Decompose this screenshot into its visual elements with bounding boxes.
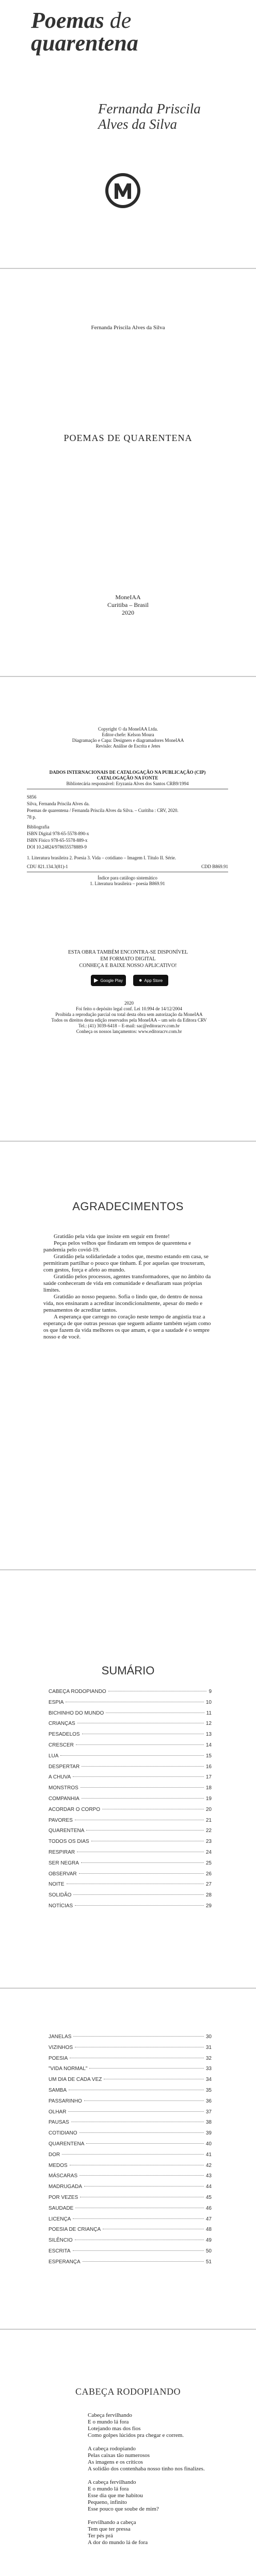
summary-entry-page: 37 — [205, 2109, 212, 2115]
summary-entry[interactable] — [49, 1871, 212, 1882]
ack-paragraph: A esperança que carrego no coração neste tempo de angústia traz a esperança de que outras pessoas que seguem adiante também sejam como os que fazem da vida melhores os que amam, e que a saudade é o sempre nosso e de você. — [43, 1314, 211, 1340]
summary-entry-page: 51 — [205, 2259, 212, 2265]
summary-entry-title: MÁSCARAS — [49, 2173, 78, 2179]
poem-stanza — [88, 2519, 222, 2546]
summary-entry-title: VIZINHOS — [49, 2044, 73, 2050]
cip-classification — [27, 864, 228, 870]
summary-entry-page: 25 — [205, 1860, 212, 1866]
summary-entry[interactable] — [49, 1882, 212, 1892]
summary-entry-page: 23 — [205, 1839, 212, 1845]
summary-entry-page: 50 — [205, 2248, 212, 2254]
dot-leader — [81, 1862, 204, 1863]
dot-leader — [73, 1776, 204, 1777]
promo-line: EM FORMATO DIGITAL — [100, 956, 156, 962]
summary-entry-title: OLHAR — [49, 2109, 67, 2115]
poem-line: Ter pés prá — [88, 2533, 113, 2539]
app-store-button[interactable] — [133, 975, 168, 986]
dot-leader — [82, 1766, 204, 1767]
rights-line: Foi feito o depósito legal conf. Lei 10.994 de 14/12/2004 — [76, 1006, 182, 1011]
summary-entry-title: TODOS OS DIAS — [49, 1839, 89, 1845]
summary-entry-page: 21 — [205, 1817, 212, 1823]
poem-line: Pelas caixas tão numerosos — [88, 2452, 150, 2459]
summary-entry-title: POR VEZES — [49, 2194, 78, 2200]
poem-stanza — [88, 2412, 222, 2439]
summary-entry-page: 32 — [205, 2055, 212, 2061]
summary-entry-title: SER NEGRA — [49, 1860, 79, 1866]
dot-leader — [60, 1755, 203, 1756]
summary-entry-title: POESIA — [49, 2055, 68, 2061]
poem-line: A cabeça fervilhando — [88, 2479, 136, 2485]
poem-line: Fervilhando a cabeça — [88, 2519, 136, 2526]
summary-entry[interactable] — [49, 1732, 212, 1742]
summary-entry-page: 41 — [205, 2151, 212, 2158]
author-line-1: Fernanda Priscila — [98, 101, 201, 116]
summary-entry[interactable] — [49, 1774, 212, 1785]
summary-entry[interactable] — [49, 1850, 212, 1860]
google-play-button[interactable] — [91, 975, 126, 986]
ack-paragraph: Gratidão pela vida que insiste em seguir em frente! — [54, 1233, 170, 1240]
dot-leader — [83, 2261, 204, 2262]
poem-line: As imagens e os críticos — [88, 2459, 143, 2465]
summary-entry-page: 27 — [205, 1882, 212, 1888]
summary-entry[interactable] — [49, 2163, 212, 2174]
poem-line: Esse pouco que soube de mim? — [88, 2506, 159, 2512]
google-play-label: Google Play — [100, 978, 123, 983]
half-title-title: POEMAS DE QUARENTENA — [63, 433, 193, 443]
summary-entry-page: 9 — [209, 1689, 212, 1694]
dot-leader — [73, 1894, 203, 1895]
summary-entry[interactable] — [49, 2077, 212, 2088]
summary-entry-title: CABEÇA RODOPIANDO — [49, 1689, 106, 1694]
summary-entry-title: CRESCER — [49, 1742, 74, 1748]
summary-entry-page: 29 — [205, 1903, 212, 1909]
summary-page — [0, 1570, 256, 1988]
poem-line: A solidão dos contenhaba nosso tinho nos finalizes. — [88, 2466, 205, 2472]
dot-leader — [82, 1798, 204, 1799]
cip-subheader: CATALOGAÇÃO NA FONTE — [97, 775, 158, 781]
summary-entry-page: 15 — [205, 1753, 212, 1759]
summary-entry-page: 31 — [205, 2044, 212, 2050]
summary-entry-title: SILÊNCIO — [49, 2238, 73, 2244]
poem-line: Como golpes lúcidos pra chegar e correm. — [88, 2432, 184, 2438]
summary-entry-page: 19 — [205, 1795, 212, 1802]
poem-line: A cabeça rodopiando — [88, 2446, 136, 2452]
summary-entry-title: PAUSAS — [49, 2120, 69, 2126]
rights-line: Tel.: (41) 3039-6418 – E-mail: sac@editoracrv.com.br — [78, 1023, 180, 1028]
summary-entry-page: 24 — [205, 1849, 212, 1855]
title-word-poemas: Poemas — [31, 8, 104, 33]
summary-entry[interactable] — [49, 1839, 212, 1850]
dot-leader — [73, 2218, 204, 2219]
ack-paragraph: Peças pelos velhos que findaram em tempos de quarentena e pandemia pelo covid-19. — [43, 1240, 191, 1253]
summary-entry[interactable] — [49, 2227, 212, 2238]
promo-line: ESTA OBRA TAMBÉM ENCONTRA-SE DISPONÍVEL — [68, 950, 188, 955]
cover-page — [0, 0, 256, 268]
cip-librarian: Bibliotecária responsável: Eryzania Alves dos Santos CRB9/1994 — [66, 781, 189, 786]
summary-entry[interactable] — [49, 2130, 212, 2141]
summary-entry-page: 11 — [206, 1710, 212, 1716]
summary-entry-title: SOLIDÃO — [49, 1892, 72, 1899]
app-store-label: App Store — [144, 978, 163, 983]
summary-entry-title: LUA — [49, 1753, 59, 1759]
cip-line: 1. Literatura brasileira 2. Poesia 3. Vida – cotidiano – Imagem I. Título II. Série. — [27, 855, 177, 860]
summary-entry-page: 18 — [205, 1785, 212, 1791]
cip-index-title: Índice para catálogo sistemático — [98, 875, 157, 880]
poem-line: Lotejando mas dos fios — [88, 2426, 141, 2432]
publisher-monogram-icon — [103, 171, 142, 210]
summary-entry-title: ESCRITA — [49, 2248, 71, 2254]
dot-leader — [79, 1873, 204, 1874]
credit-line: Diagramação e Capa: Designers e diagramadores MoneIAA — [72, 738, 184, 743]
summary-entry-title: QUARENTENA — [49, 2141, 85, 2147]
summary-entry[interactable] — [49, 2141, 212, 2152]
summary-entry-title: DOR — [49, 2151, 60, 2158]
poem-page — [0, 2330, 256, 2576]
summary-entry[interactable] — [49, 2206, 212, 2216]
summary-entry[interactable] — [49, 1828, 212, 1839]
summary-list — [49, 1689, 212, 1914]
rights-line: Conheça os nossos lançamentos: www.editoracrv.com.br — [76, 1029, 182, 1034]
summary-entry-title: ACORDAR O CORPO — [49, 1806, 101, 1812]
poem-line: E o mundo lá fora — [88, 2419, 129, 2425]
credit-line: Revisão: Análise de Escrita e Jetes — [95, 743, 161, 749]
rights-notice — [31, 1001, 227, 1035]
summary-entry[interactable] — [49, 2173, 212, 2184]
summary-entry-title: "VIDA NORMAL" — [49, 2066, 88, 2072]
summary-entry-page: 38 — [205, 2120, 212, 2126]
cip-record — [27, 770, 228, 887]
summary-entry[interactable] — [49, 1785, 212, 1796]
summary-entry-title: LICENÇA — [49, 2216, 71, 2222]
acknowledgements-page — [0, 1142, 256, 1569]
poem-line: Cabeça fervilhando — [88, 2412, 132, 2418]
digital-edition-promo — [0, 949, 256, 969]
summary-entry-page: 44 — [205, 2184, 212, 2190]
summary-entry-page: 30 — [205, 2034, 212, 2040]
summary-entry[interactable] — [49, 1764, 212, 1775]
summary-entry-page: 13 — [205, 1732, 212, 1738]
ack-paragraph: Gratidão ao nosso pequeno. Sofia o lindo que, do dentro de nossa vida, nos ensinaram a acreditar incondicionalmente, apesar do medo e pensamentos de acreditar tantos. — [43, 1294, 203, 1313]
dot-leader — [86, 2143, 203, 2144]
promo-line: CONHEÇA E BAIXE NOSSO APLICATIVO! — [79, 963, 177, 969]
summary-entry-title: BICHINHO DO MUNDO — [49, 1710, 104, 1716]
cip-line: Bibliografia — [27, 824, 50, 829]
summary-entry-page: 36 — [205, 2098, 212, 2104]
summary-entry[interactable] — [49, 1860, 212, 1871]
poem-line: Tem que ter pressa — [88, 2526, 131, 2532]
cip-header: DADOS INTERNACIONAIS DE CATALOGAÇÃO NA PUBLICAÇÃO (CIP) — [49, 770, 206, 775]
dot-leader — [68, 2111, 203, 2112]
summary-entry-page: 28 — [205, 1892, 212, 1899]
summary-entry-page: 34 — [205, 2077, 212, 2083]
poem-line: Esse dia que me habitou — [88, 2493, 143, 2499]
dot-leader — [84, 2186, 204, 2187]
summary-entry[interactable] — [49, 1818, 212, 1828]
summary-entry-page: 43 — [205, 2173, 212, 2179]
publisher-block — [0, 594, 256, 617]
cip-index — [27, 875, 228, 887]
summary-entry-title: COTIDIANO — [49, 2130, 77, 2137]
dot-leader — [79, 2175, 204, 2176]
poem-body — [88, 2412, 222, 2553]
cip-line: Silva, Fernanda Priscila Alves da. — [27, 801, 90, 806]
half-title-author: Fernanda Priscila Alves da Silva — [91, 325, 165, 331]
title-word-quarentena: quarentena — [31, 30, 138, 56]
dot-leader — [89, 2068, 203, 2069]
poem-line: Pequeno, infinito — [88, 2499, 127, 2505]
summary-entry-title: OBSERVAR — [49, 1871, 77, 1877]
summary-entry-title: SAUDADE — [49, 2205, 74, 2211]
rights-line: Proibida a reprodução parcial ou total desta obra sem autorização da MoneIAA — [55, 1012, 203, 1017]
cip-index-entry: 1. Literatura brasileira – poesia B869.91 — [90, 881, 165, 886]
summary-entry[interactable] — [49, 2120, 212, 2130]
cip-line: ISBN Digital 978-65-5578-890-x — [27, 831, 89, 836]
summary-entry[interactable] — [49, 2248, 212, 2259]
publisher-name: MoneIAA — [115, 594, 141, 601]
summary-entry-title: QUARENTENA — [49, 1828, 85, 1834]
summary-entry[interactable] — [49, 2216, 212, 2227]
summary-entry[interactable] — [49, 1689, 212, 1700]
summary-entry-title: PASSARINHO — [49, 2098, 82, 2104]
summary-entry[interactable] — [49, 1903, 212, 1914]
dot-leader — [76, 1744, 204, 1745]
summary-entry[interactable] — [49, 2259, 212, 2270]
cip-line: Poemas de quarentena / Fernanda Priscila Alves da Silva. – Curitiba : CRV, 2020. — [27, 808, 179, 813]
summary-entry[interactable] — [49, 1710, 212, 1721]
cip-line: DOI 10.24824/978655578889-9 — [27, 844, 87, 850]
editorial-credits — [0, 726, 256, 749]
cip-line: S856 — [27, 794, 37, 800]
summary-entry-page: 39 — [205, 2130, 212, 2137]
summary-entry-title: RESPIRAR — [49, 1849, 75, 1855]
poem-stanza — [88, 2446, 222, 2472]
summary-entry-page: 42 — [205, 2162, 212, 2168]
summary-entry[interactable] — [49, 1807, 212, 1818]
summary-entry[interactable] — [49, 2152, 212, 2163]
summary-entry[interactable] — [49, 2088, 212, 2098]
book-title — [31, 9, 237, 55]
apple-icon: ● — [138, 977, 142, 984]
summary-entry-title: PAVORES — [49, 1817, 73, 1823]
summary-entry[interactable] — [49, 2034, 212, 2045]
summary-entry-page: 14 — [205, 1742, 212, 1748]
summary-entry-title: MEDOS — [49, 2162, 68, 2168]
dot-leader — [62, 2154, 204, 2155]
rights-line: Todos os direitos desta edição reservados pela MoneIAA – um selo da Editora CRV — [51, 1018, 207, 1023]
cip-line: ISBN Físico 978-65-5578-889-x — [27, 838, 88, 843]
title-word-de: de — [104, 8, 132, 33]
summary-entry[interactable] — [49, 1753, 212, 1764]
summary-entry-title: NOITE — [49, 1882, 65, 1888]
credit-line: Copyright © da MoneIAA Ltda. — [98, 726, 158, 732]
publisher-city: Curitiba – Brasil — [107, 601, 149, 608]
summary-entry-page: 10 — [205, 1699, 212, 1705]
summary-list-continued — [49, 2034, 212, 2270]
summary-entry[interactable] — [49, 2056, 212, 2066]
summary-entry-title: ESPIA — [49, 1699, 64, 1705]
summary-entry[interactable] — [49, 2238, 212, 2248]
summary-entry-page: 40 — [205, 2141, 212, 2147]
ack-paragraph: Gratidão pela solidariedade a todos que, mesmo estando em casa, se permitiram partilhar o pouco que tinham. É por aquelas que trouxeram, com gestos, força e afeto ao mundo. — [43, 1253, 209, 1273]
summary-entry-page: 20 — [205, 1806, 212, 1812]
summary-entry-page: 35 — [205, 2087, 212, 2093]
summary-entry[interactable] — [49, 2109, 212, 2120]
credits-page — [0, 677, 256, 1141]
summary-entry[interactable] — [49, 1721, 212, 1732]
summary-entry[interactable] — [49, 2184, 212, 2195]
author-line-2: Alves da Silva — [98, 116, 177, 132]
summary-entry[interactable] — [49, 2195, 212, 2206]
summary-entry[interactable] — [49, 1796, 212, 1807]
summary-entry-page: 48 — [205, 2227, 212, 2233]
summary-entry[interactable] — [49, 1892, 212, 1903]
poem-stanza — [88, 2479, 222, 2513]
ack-paragraph: Gratidão pelos processos, agentes transformadores, que no âmbito da saúde conheceram de vida em comunidade e desafiaram suas próprias limites. — [43, 1274, 211, 1293]
summary-entry-title: MADRUGADA — [49, 2184, 83, 2190]
dot-leader — [73, 2036, 203, 2037]
summary-entry[interactable] — [49, 1700, 212, 1710]
dot-leader — [73, 2250, 204, 2251]
summary-entry[interactable] — [49, 2045, 212, 2056]
summary-entry-page: 33 — [205, 2066, 212, 2072]
summary-entry-title: PESADELOS — [49, 1732, 80, 1738]
summary-entry-page: 47 — [205, 2216, 212, 2222]
summary-entry-page: 26 — [205, 1871, 212, 1877]
poem-line: A dor do mundo lá de fora — [88, 2539, 148, 2546]
dot-leader — [81, 1787, 204, 1788]
summary-entry-title: JANELAS — [49, 2034, 72, 2040]
summary-entry-title: SAMBA — [49, 2087, 67, 2093]
acknowledgements-title: AGRADECIMENTOS — [72, 1200, 184, 1213]
summary-entry-title: POESIA DE CRIANÇA — [49, 2227, 101, 2233]
dot-leader — [86, 1830, 203, 1831]
half-title-page — [0, 269, 256, 676]
cip-cdd: CDD B869.91 — [201, 864, 228, 869]
cip-cdu: CDU 821.134.3(81)-1 — [27, 864, 68, 869]
summary-entry[interactable] — [49, 2098, 212, 2109]
poem-title: CABEÇA RODOPIANDO — [75, 2386, 181, 2397]
summary-page-continued — [0, 1989, 256, 2329]
cip-body — [27, 794, 228, 861]
summary-entry-page: 17 — [205, 1774, 212, 1781]
app-store-badges — [91, 975, 168, 986]
summary-entry-page: 49 — [205, 2238, 212, 2244]
play-triangle-icon: ▶ — [93, 977, 99, 984]
publisher-year: 2020 — [122, 609, 134, 616]
dot-leader — [84, 2100, 204, 2101]
summary-entry-title: A CHUVA — [49, 1774, 71, 1781]
summary-entry-page: 45 — [205, 2194, 212, 2200]
dot-leader — [75, 1905, 204, 1906]
summary-entry-title: DESPERTAR — [49, 1764, 80, 1770]
cip-line: 78 p. — [27, 815, 36, 820]
summary-entry-page: 22 — [205, 1828, 212, 1834]
summary-entry-title: MONSTROS — [49, 1785, 78, 1791]
summary-title: SUMÁRIO — [101, 1664, 155, 1677]
summary-entry[interactable] — [49, 2066, 212, 2077]
poem-line: E o mundo lá fora — [88, 2486, 129, 2492]
dot-leader — [79, 2132, 204, 2133]
author-name — [98, 101, 217, 132]
summary-entry-title: CRIANÇAS — [49, 1721, 75, 1727]
summary-entry-page: 12 — [205, 1721, 212, 1727]
summary-entry-page: 46 — [205, 2205, 212, 2211]
summary-entry-page: 16 — [205, 1764, 212, 1770]
summary-entry-title: COMPANHIA — [49, 1795, 79, 1802]
rights-line: 2020 — [124, 1001, 134, 1006]
summary-entry-title: UM DIA DE CADA VEZ — [49, 2077, 102, 2083]
summary-entry[interactable] — [49, 1742, 212, 1753]
summary-entry-title: NOTÍCIAS — [49, 1903, 73, 1909]
acknowledgements-text — [43, 1233, 214, 1341]
credit-line: Editor-chefe: Kelson Moura — [102, 732, 154, 737]
summary-entry-title: ESPERANÇA — [49, 2259, 81, 2265]
